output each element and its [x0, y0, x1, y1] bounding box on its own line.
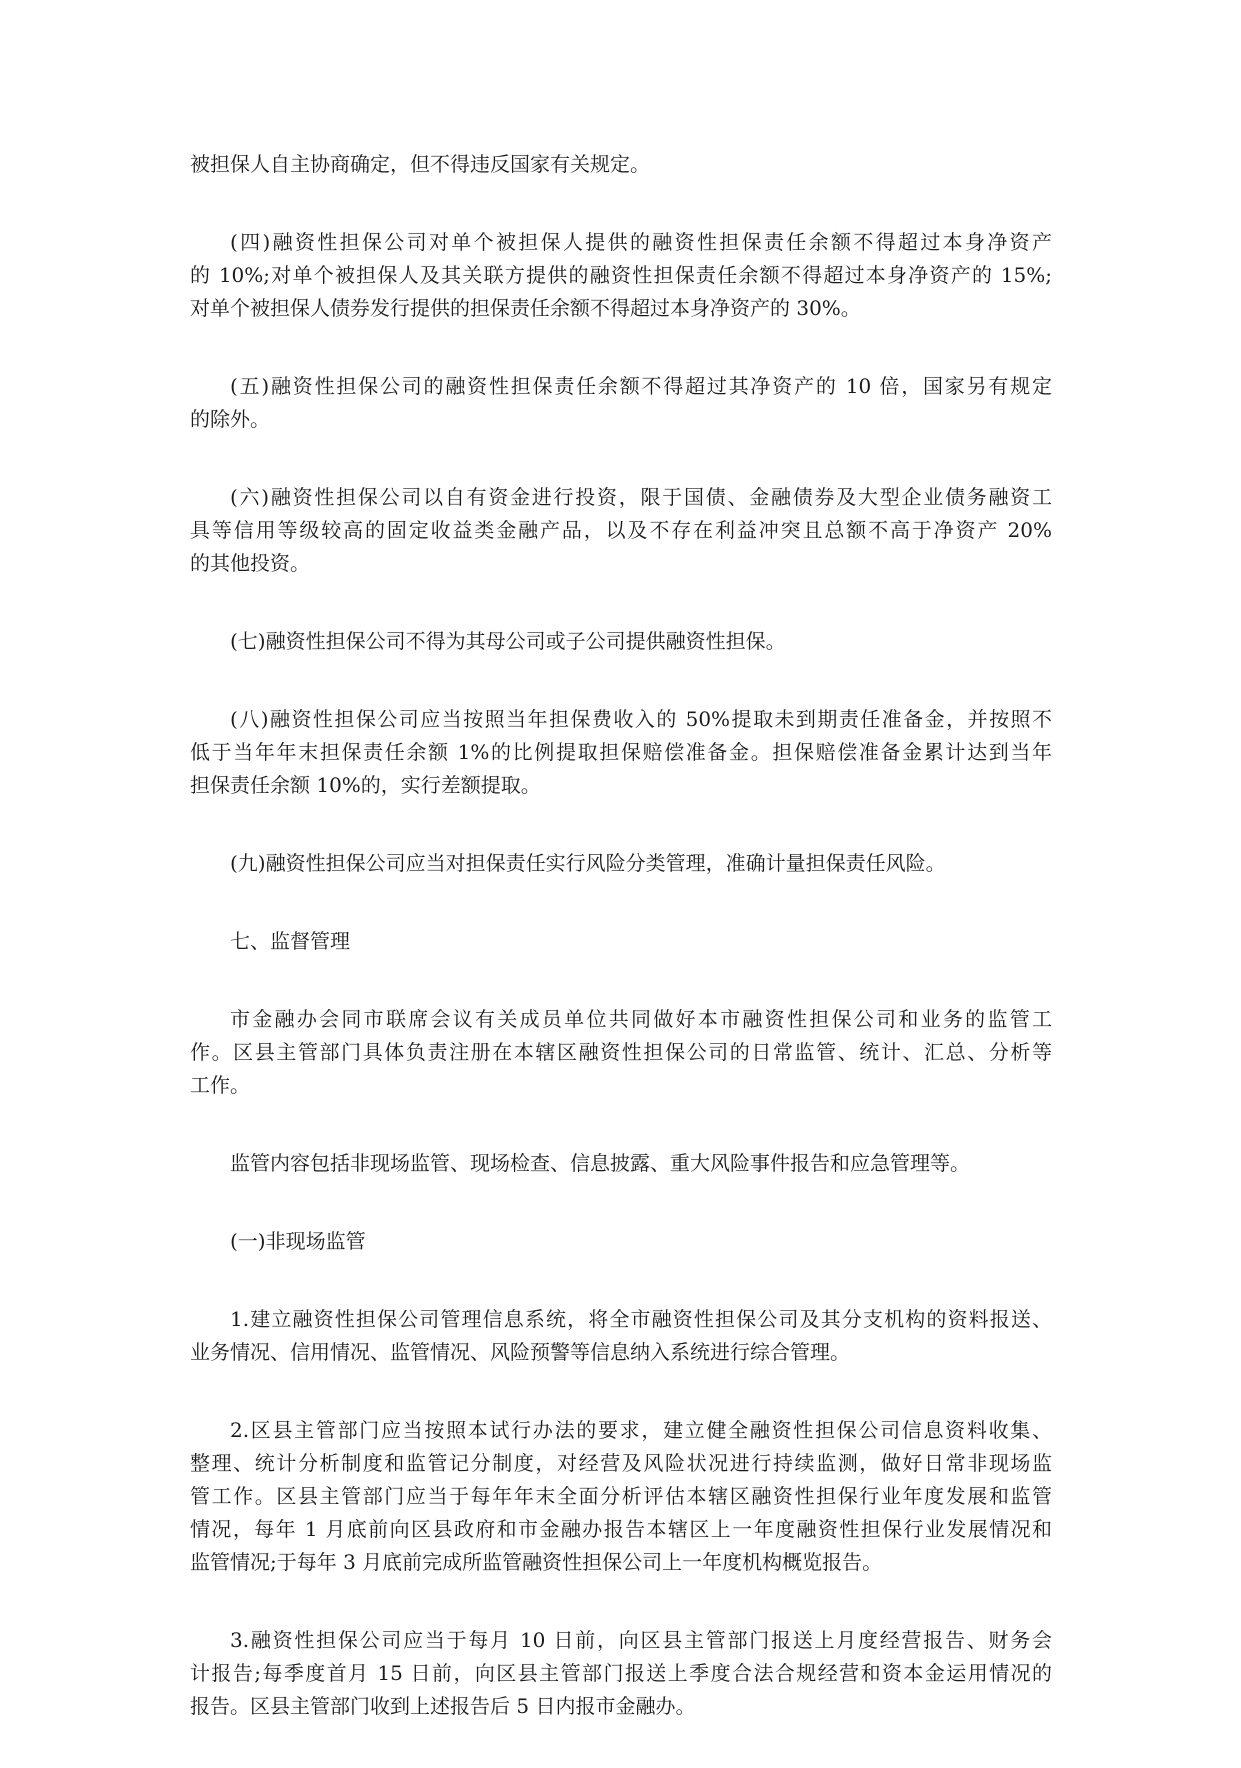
paragraph — [190, 925, 1052, 958]
text-line: 对单个被担保人债券发行提供的担保责任余额不得超过本身净资产的 30%。 — [190, 296, 861, 320]
text-line: 工作。 — [190, 1073, 250, 1097]
text-line: 低于当年年末担保责任余额 1%的比例提取担保赔偿准备金。担保赔偿准备金累计达到当年 — [190, 740, 1052, 764]
text-line: 整理、统计分析制度和监管记分制度，对经营及风险状况进行持续监测，做好日常非现场监 — [190, 1451, 1052, 1475]
text-line: (四)融资性担保公司对单个被担保人提供的融资性担保责任余额不得超过本身净资产 — [230, 230, 1052, 254]
paragraph — [190, 226, 1052, 325]
paragraph — [190, 1414, 1052, 1579]
text-line: 市金融办会同市联席会议有关成员单位共同做好本市融资性担保公司和业务的监管工 — [230, 1007, 1052, 1031]
text-line: 2.区县主管部门应当按照本试行办法的要求，建立健全融资性担保公司信息资料收集、 — [230, 1418, 1052, 1442]
text-line: 1.建立融资性担保公司管理信息系统，将全市融资性担保公司及其分支机构的资料报送、 — [230, 1307, 1052, 1331]
text-line: 的 10%;对单个被担保人及其关联方提供的融资性担保责任余额不得超过本身净资产的 15%; — [190, 263, 1052, 287]
text-line: 的除外。 — [190, 407, 270, 431]
paragraph — [190, 625, 1052, 658]
text-line: 情况，每年 1 月底前向区县政府和市金融办报告本辖区上一年度融资性担保行业发展情况和 — [190, 1517, 1052, 1541]
text-line: 作。区县主管部门具体负责注册在本辖区融资性担保公司的日常监管、统计、汇总、分析等 — [190, 1040, 1052, 1064]
paragraph — [190, 703, 1052, 802]
text-line: 担保责任余额 10%的，实行差额提取。 — [190, 773, 541, 797]
text-line: 业务情况、信用情况、监管情况、风险预警等信息纳入系统进行综合管理。 — [190, 1340, 850, 1364]
paragraph — [190, 1624, 1052, 1723]
text-line: 七、监督管理 — [230, 929, 350, 953]
text-line: 报告。区县主管部门收到上述报告后 5 日内报市金融办。 — [190, 1694, 696, 1718]
paragraph — [190, 1303, 1052, 1369]
text-line: (一)非现场监管 — [230, 1229, 366, 1253]
text-line: (五)融资性担保公司的融资性担保责任余额不得超过其净资产的 10 倍，国家另有规定 — [230, 374, 1052, 398]
paragraph — [190, 1003, 1052, 1102]
text-line: (八)融资性担保公司应当按照当年担保费收入的 50%提取未到期责任准备金，并按照不 — [230, 707, 1052, 731]
paragraph — [190, 148, 1052, 181]
text-line: (六)融资性担保公司以自有资金进行投资，限于国债、金融债券及大型企业债务融资工 — [230, 485, 1052, 509]
text-line: 3.融资性担保公司应当于每月 10 日前，向区县主管部门报送上月度经营报告、财务会 — [230, 1628, 1052, 1652]
paragraph — [190, 481, 1052, 580]
text-line: 被担保人自主协商确定，但不得违反国家有关规定。 — [190, 152, 650, 176]
text-line: 计报告;每季度首月 15 日前，向区县主管部门报送上季度合法合规经营和资本金运用情况的 — [190, 1661, 1052, 1685]
text-line: 的其他投资。 — [190, 551, 310, 575]
paragraph — [190, 847, 1052, 880]
text-line: (七)融资性担保公司不得为其母公司或子公司提供融资性担保。 — [230, 629, 786, 653]
text-line: 监管情况;于每年 3 月底前完成所监管融资性担保公司上一年度机构概览报告。 — [190, 1550, 883, 1574]
text-line: 管工作。区县主管部门应当于每年年末全面分析评估本辖区融资性担保行业年度发展和监管 — [190, 1484, 1052, 1508]
paragraph — [190, 370, 1052, 436]
text-line: 监管内容包括非现场监管、现场检查、信息披露、重大风险事件报告和应急管理等。 — [230, 1151, 970, 1175]
paragraph — [190, 1225, 1052, 1258]
text-line: (九)融资性担保公司应当对担保责任实行风险分类管理，准确计量担保责任风险。 — [230, 851, 946, 875]
paragraph — [190, 1147, 1052, 1180]
text-line: 具等信用等级较高的固定收益类金融产品，以及不存在利益冲突且总额不高于净资产 20% — [190, 518, 1052, 542]
document-body — [190, 148, 1052, 1768]
